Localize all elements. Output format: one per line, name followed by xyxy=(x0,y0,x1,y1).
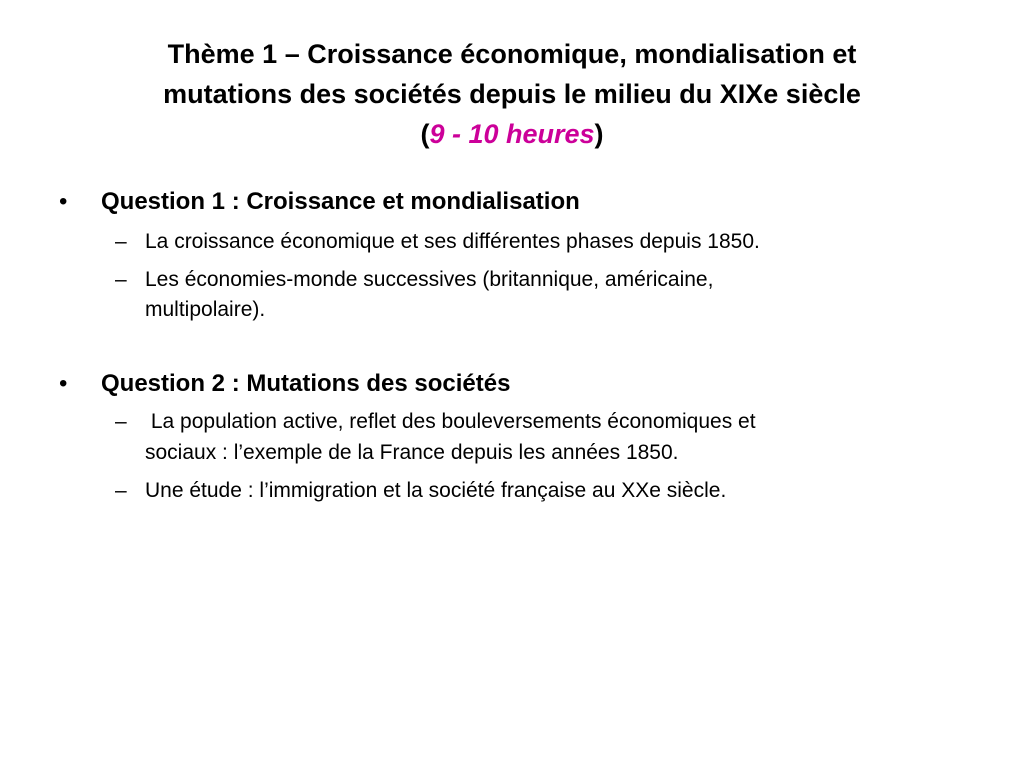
bullet-icon: • xyxy=(59,370,68,397)
slide-title-duration-line xyxy=(40,114,984,154)
section-heading: Question 1 : Croissance et mondialisation xyxy=(101,188,580,215)
list-item-text: La croissance économique et ses différentes phases depuis 1850. xyxy=(145,230,760,253)
list-item-text: Une étude : l’immigration et la société française au XXe siècle. xyxy=(145,479,727,502)
dash-icon: – xyxy=(115,479,127,502)
dash-icon: – xyxy=(115,230,127,253)
dash-icon: – xyxy=(115,410,127,433)
duration-text: 9 - 10 heures xyxy=(429,119,595,149)
list-item-text-continued: multipolaire). xyxy=(145,298,266,321)
duration-open-paren: ( xyxy=(420,119,430,149)
dash-icon: – xyxy=(115,268,127,291)
list-item-text: Les économies-monde successives (britannique, américaine, xyxy=(145,268,714,291)
bullet-icon: • xyxy=(59,188,68,215)
list-item-text: La population active, reflet des bouleversements économiques et xyxy=(145,410,756,433)
slide-title-line-2: mutations des sociétés depuis le milieu du XIXe siècle xyxy=(163,79,861,109)
list-item-text-continued: sociaux : l’exemple de la France depuis les années 1850. xyxy=(145,441,679,464)
section-heading: Question 2 : Mutations des sociétés xyxy=(101,370,511,397)
duration-close-paren: ) xyxy=(594,119,604,149)
slide-title-line-1: Thème 1 – Croissance économique, mondialisation et xyxy=(167,39,857,69)
